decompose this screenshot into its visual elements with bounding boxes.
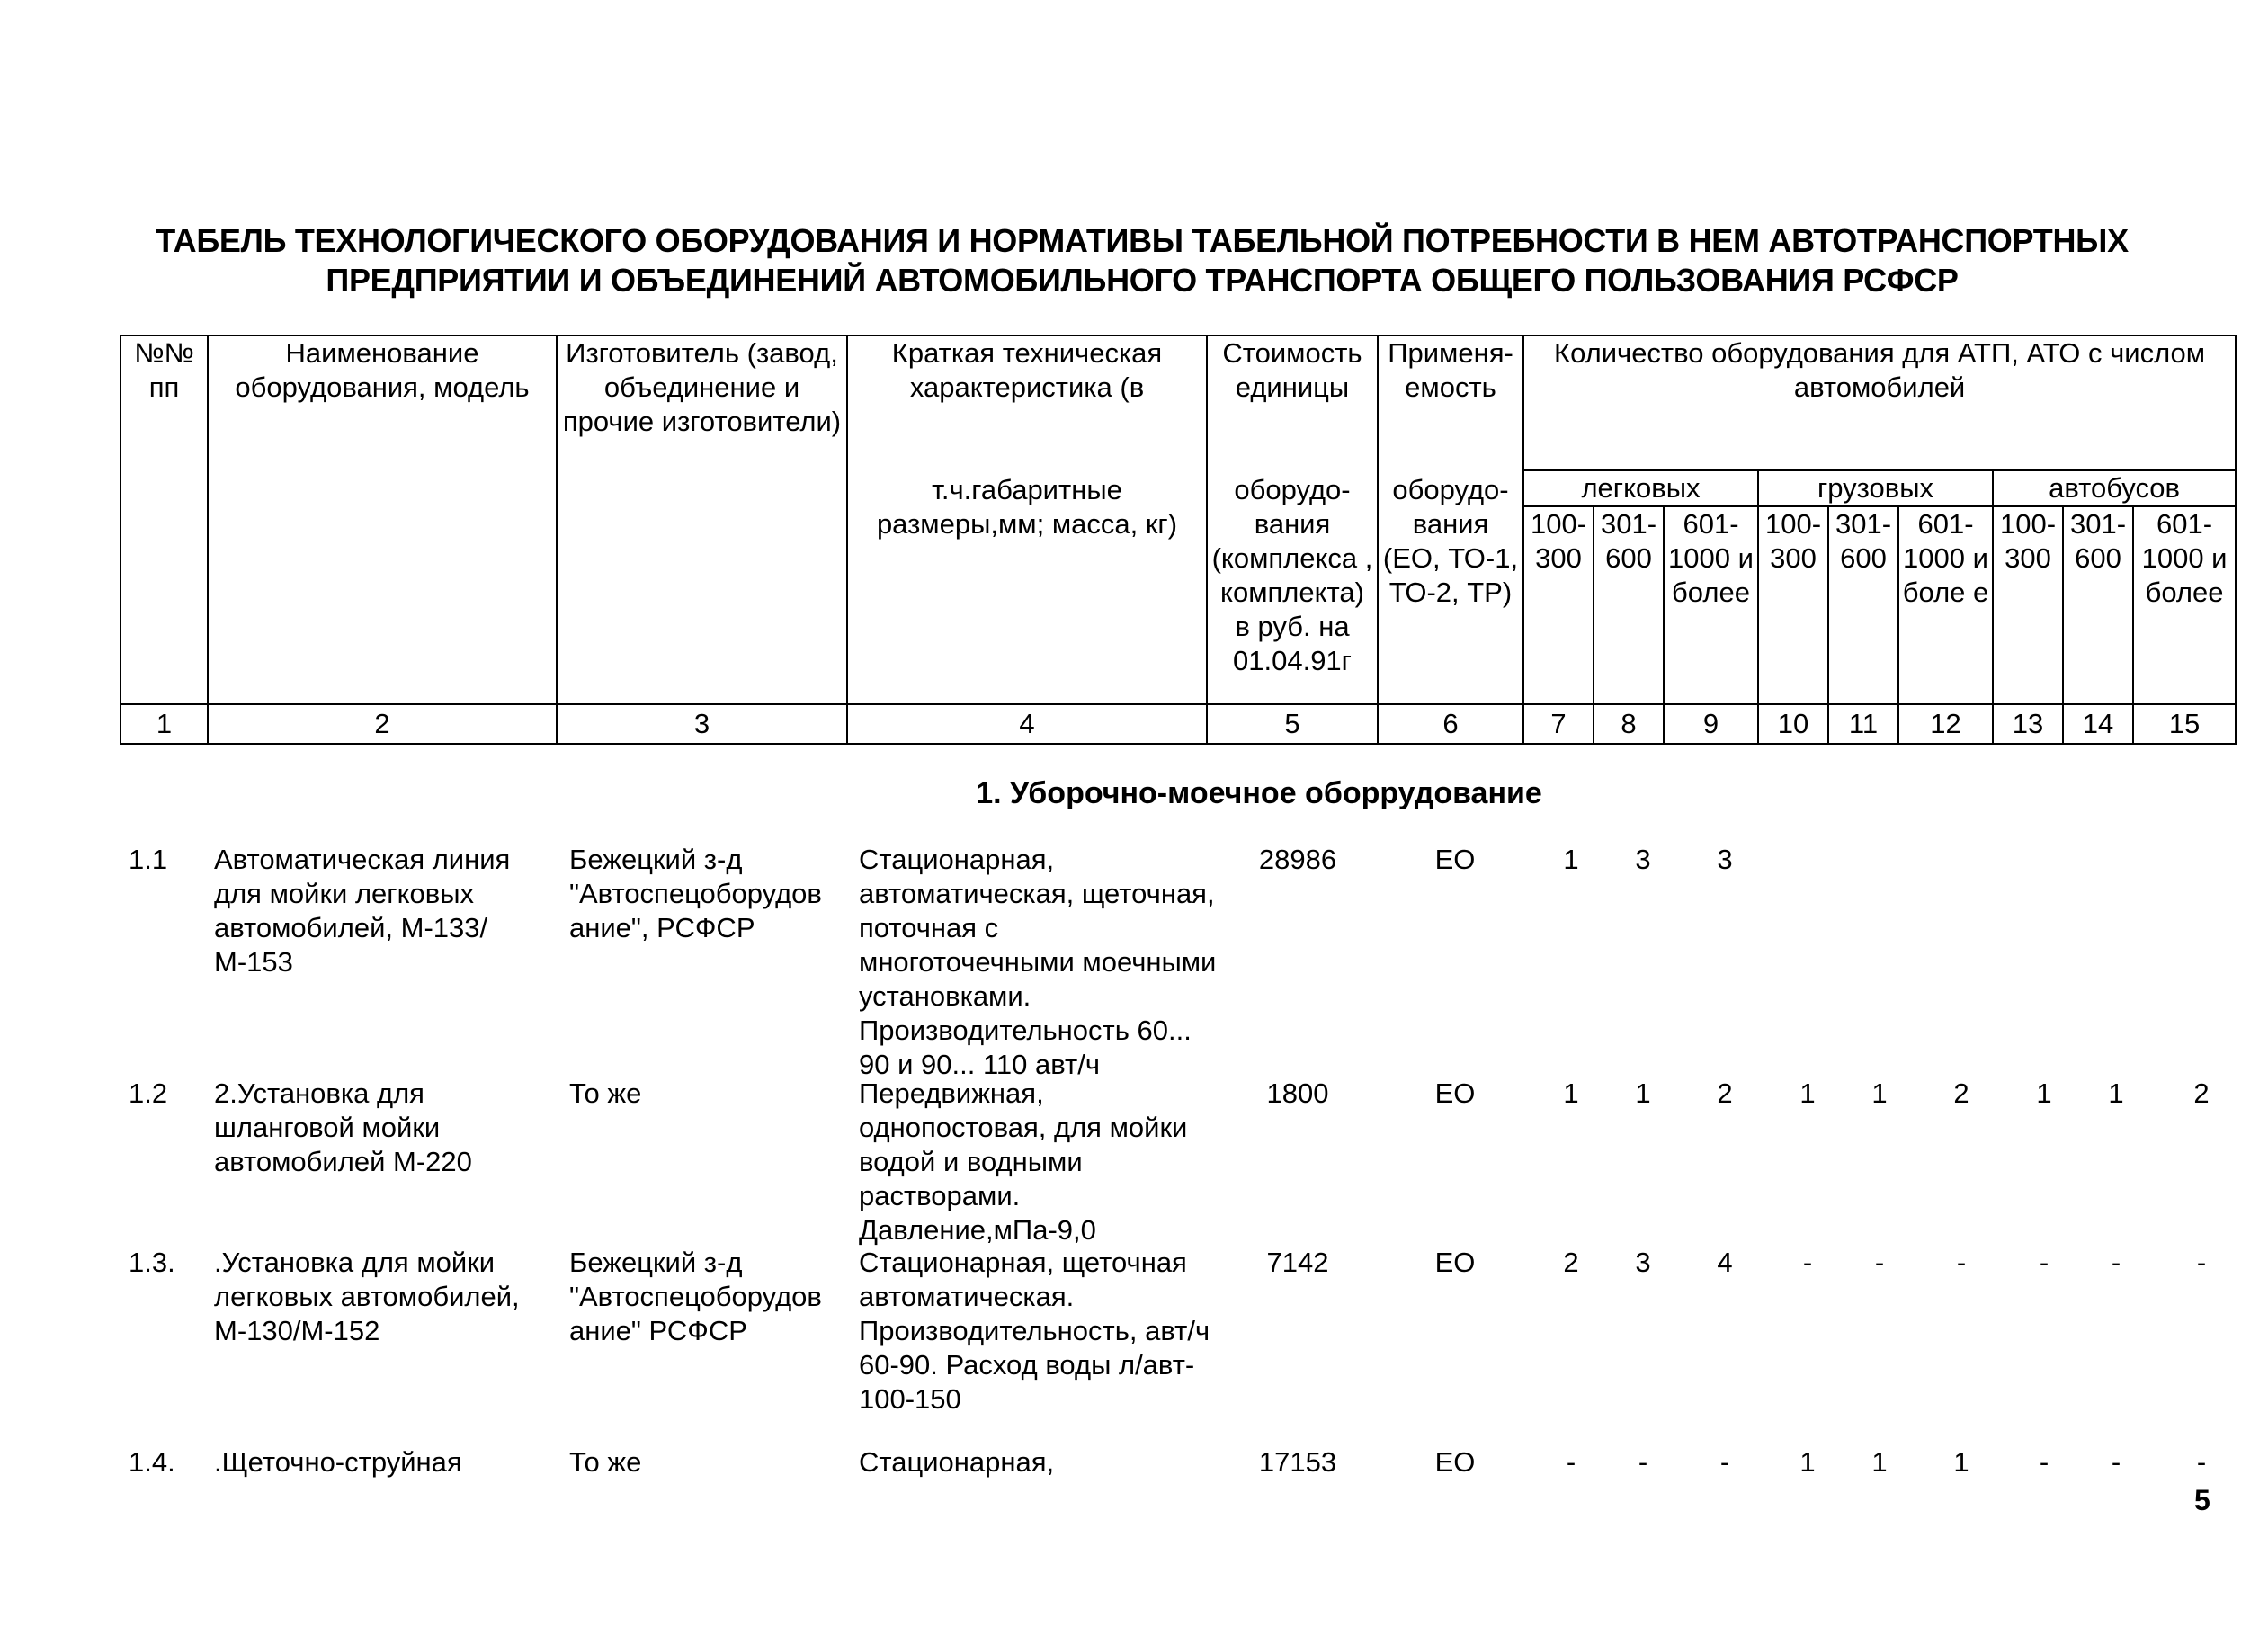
row-number: 1.2 <box>129 1077 168 1109</box>
column-number: 9 <box>1664 704 1758 744</box>
row-quantity: 1 <box>1871 1077 1888 1109</box>
header-cost-top: Стоимость единицы <box>1222 337 1362 403</box>
row-cost: 7142 <box>1266 1247 1329 1278</box>
row-cost: 28986 <box>1258 844 1337 875</box>
column-number: 3 <box>557 704 847 744</box>
row-quantity: - <box>2111 1247 2121 1278</box>
header-applicability <box>1378 335 1523 704</box>
column-number: 12 <box>1898 704 1993 744</box>
column-number: 14 <box>2063 704 2133 744</box>
row-manufacturer: То же <box>569 1077 642 1109</box>
row-quantity: 1 <box>2036 1077 2052 1109</box>
row-applicability: ЕО <box>1434 1077 1476 1109</box>
column-number: 2 <box>208 704 557 744</box>
range-cell: 601-1000 и более <box>2133 506 2236 704</box>
column-number: 15 <box>2133 704 2236 744</box>
header-quantity: Количество оборудования для АТП, АТО с числом автомобилей <box>1523 335 2236 470</box>
group-buses: автобусов <box>1993 470 2236 506</box>
row-number: 1.3. <box>129 1247 175 1278</box>
row-cost: 17153 <box>1258 1446 1337 1478</box>
column-number: 1 <box>121 704 208 744</box>
row-quantity: 1 <box>1563 844 1579 875</box>
page-number: 5 <box>2194 1484 2210 1516</box>
header-num: №№ пп <box>121 335 208 704</box>
header-characteristic-top: Краткая техническая характеристика (в <box>891 337 1163 403</box>
header-characteristic <box>847 335 1207 704</box>
row-quantity: 1 <box>2108 1077 2124 1109</box>
row-name: .Установка для мойки легковых автомобилей, М-130/М-152 <box>214 1247 520 1346</box>
column-number: 11 <box>1828 704 1898 744</box>
row-quantity: 2 <box>1563 1247 1579 1278</box>
column-number: 5 <box>1207 704 1378 744</box>
column-number: 4 <box>847 704 1207 744</box>
row-applicability: ЕО <box>1434 1247 1476 1278</box>
row-quantity: - <box>1566 1446 1576 1478</box>
document-title: ТАБЕЛЬ ТЕХНОЛОГИЧЕСКОГО ОБОРУДОВАНИЯ И НОРМАТИВЫ ТАБЕЛЬНОЙ ПОТРЕБНОСТИ В НЕМ АВТОТРАНСПОРТНЫХ ПРЕДПРИЯТИИ И ОБЪЕДИНЕНИЙ АВТОМОБИЛЬНОГО ТРАНСПОРТА ОБЩЕГО ПОЛЬЗОВАНИЯ РСФСР <box>156 222 2129 299</box>
row-quantity: - <box>2111 1446 2121 1478</box>
row-quantity: - <box>1719 1446 1730 1478</box>
range-cell: 601-1000 и более <box>1664 506 1758 704</box>
row-quantity: 2 <box>1717 1077 1733 1109</box>
row-quantity: 3 <box>1635 844 1651 875</box>
group-trucks: грузовых <box>1758 470 1993 506</box>
header-applicability-top: Применя-емость <box>1388 337 1513 403</box>
row-cost: 1800 <box>1266 1077 1329 1109</box>
range-cell: 100-300 <box>1523 506 1594 704</box>
column-number: 7 <box>1523 704 1594 744</box>
header-name: Наименование оборудования, модель <box>208 335 557 704</box>
range-cell: 601-1000 и боле е <box>1898 506 1993 704</box>
row-quantity: 3 <box>1717 844 1733 875</box>
column-number: 8 <box>1594 704 1664 744</box>
row-quantity: - <box>2196 1446 2207 1478</box>
row-quantity: - <box>1802 1247 1813 1278</box>
row-applicability: ЕО <box>1434 844 1476 875</box>
row-quantity: 1 <box>1635 1077 1651 1109</box>
range-cell: 301-600 <box>2063 506 2133 704</box>
row-characteristic: Передвижная, однопостовая, для мойки водой и водными растворами. Давление,мПа-9,0 <box>859 1077 1188 1246</box>
row-characteristic: Стационарная, автоматическая, щеточная, поточная с многоточечными моечными установками. Производительность 60... 90 и 90... 110 авт/ч <box>859 844 1217 1080</box>
row-quantity: - <box>1956 1247 1967 1278</box>
row-manufacturer: Бежецкий з-д "Автоспецоборудов ание" РСФСР <box>569 1247 822 1346</box>
header-characteristic-bottom: т.ч.габаритные размеры,мм; масса, кг) <box>876 474 1178 540</box>
row-name: .Щеточно-струйная <box>214 1446 462 1478</box>
row-characteristic: Стационарная, <box>859 1446 1055 1478</box>
row-name: 2.Установка для шланговой мойки автомобилей М-220 <box>214 1077 472 1177</box>
row-quantity: - <box>2039 1446 2049 1478</box>
column-number: 6 <box>1378 704 1523 744</box>
row-quantity: 3 <box>1635 1247 1651 1278</box>
row-manufacturer: Бежецкий з-д "Автоспецоборудов ание", РСФСР <box>569 844 822 943</box>
header-table <box>120 335 2237 745</box>
group-cars: легковых <box>1523 470 1758 506</box>
row-quantity: - <box>1874 1247 1885 1278</box>
header-cost-bottom: оборудо-вания (комплекса , комплекта) в руб. на 01.04.91г <box>1211 474 1373 676</box>
row-quantity: 1 <box>1563 1077 1579 1109</box>
row-quantity: - <box>2039 1247 2049 1278</box>
row-quantity: 1 <box>1799 1077 1816 1109</box>
row-characteristic: Стационарная, щеточная автоматическая. Производительность, авт/ч 60-90. Расход воды л/авт- 100-150 <box>859 1247 1210 1415</box>
section-title: 1. Уборочно-моечное оборрудование <box>976 776 1542 810</box>
row-quantity: 1 <box>1953 1446 1969 1478</box>
row-quantity: 2 <box>2193 1077 2210 1109</box>
range-cell: 100-300 <box>1758 506 1828 704</box>
row-number: 1.4. <box>129 1446 175 1478</box>
row-applicability: ЕО <box>1434 1446 1476 1478</box>
header-applicability-bottom: оборудо-вания (ЕО, ТО-1, ТО-2, ТР) <box>1382 474 1519 608</box>
row-manufacturer: То же <box>569 1446 642 1478</box>
row-number: 1.1 <box>129 844 168 875</box>
range-cell: 301-600 <box>1828 506 1898 704</box>
column-number: 13 <box>1993 704 2063 744</box>
row-quantity: 4 <box>1717 1247 1733 1278</box>
header-cost <box>1207 335 1378 704</box>
row-name: Автоматическая линия для мойки легковых автомобилей, М-133/М-153 <box>214 844 511 978</box>
row-quantity: 1 <box>1871 1446 1888 1478</box>
row-quantity: 1 <box>1799 1446 1816 1478</box>
header-manufacturer: Изготовитель (завод, объединение и прочие изготовители) <box>557 335 847 704</box>
range-cell: 301-600 <box>1594 506 1664 704</box>
row-quantity: - <box>2196 1247 2207 1278</box>
row-quantity: - <box>1638 1446 1648 1478</box>
column-number: 10 <box>1758 704 1828 744</box>
range-cell: 100-300 <box>1993 506 2063 704</box>
row-quantity: 2 <box>1953 1077 1969 1109</box>
